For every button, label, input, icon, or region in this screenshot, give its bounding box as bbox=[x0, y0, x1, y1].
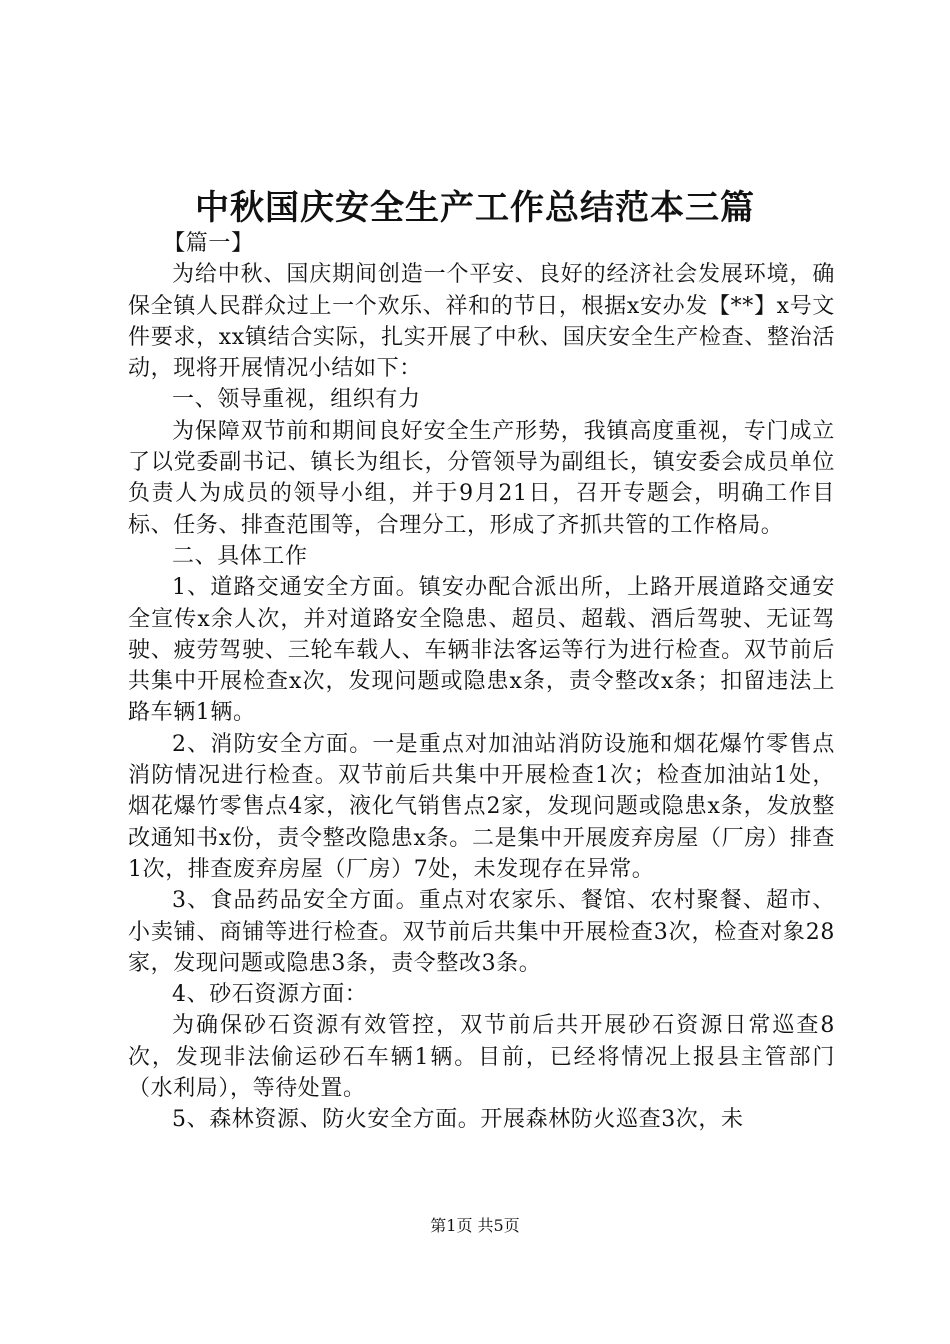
paragraph-leadership: 为保障双节前和期间良好安全生产形势，我镇高度重视，专门成立了以党委副书记、镇长为组长，分管领导为副组长，镇安委会成员单位负责人为成员的领导小组，并于9月21日，召开专题会，明确工作目标、任务、排查范围等，合理分工，形成了齐抓共管的工作格局。 bbox=[128, 418, 835, 538]
section-label: 【篇一】 bbox=[163, 231, 254, 256]
paragraph-sand-resources: 为确保砂石资源有效管控，双节前后共开展砂石资源日常巡查8次，发现非法偷运砂石车辆1辆。目前，已经将情况上报县主管部门（水利局），等待处置。 bbox=[128, 1013, 835, 1102]
page-number-footer: 第1页 共5页 bbox=[430, 1216, 520, 1235]
heading-sand-resources: 4、砂石资源方面： bbox=[172, 982, 368, 1008]
paragraph-fire-safety: 2、消防安全方面。一是重点对加油站消防设施和烟花爆竹零售点消防情况进行检查。双节前后共集中开展检查1次；检查加油站1处，烟花爆竹零售点4家，液化气销售点2家，发现问题或隐患x条，发放整改通知书x份，责令整改隐患x条。二是集中开展废弃房屋（厂房）排查1次，排查废弃房屋（厂房）7处，未发现存在异常。 bbox=[128, 731, 835, 882]
paragraph-intro: 为给中秋、国庆期间创造一个平安、良好的经济社会发展环境，确保全镇人民群众过上一个欢乐、祥和的节日，根据x安办发【**】x号文件要求，xx镇结合实际，扎实开展了中秋、国庆安全生产检查、整治活动，现将开展情况小结如下： bbox=[128, 262, 835, 382]
paragraph-forest-fire: 5、森林资源、防火安全方面。开展森林防火巡查3次，未 bbox=[172, 1107, 744, 1133]
document-title: 中秋国庆安全生产工作总结范本三篇 bbox=[195, 188, 755, 228]
paragraph-traffic-safety: 1、道路交通安全方面。镇安办配合派出所，上路开展道路交通安全宣传x余人次，并对道路安全隐患、超员、超载、酒后驾驶、无证驾驶、疲劳驾驶、三轮车载人、车辆非法客运等行为进行检查。双节前后共集中开展检查x次，发现问题或隐患x条，责令整改x条；扣留违法上路车辆1辆。 bbox=[128, 575, 835, 726]
heading-leadership: 一、领导重视，组织有力 bbox=[172, 387, 421, 413]
heading-specific-work: 二、具体工作 bbox=[172, 543, 308, 569]
document-body bbox=[128, 228, 835, 1136]
paragraph-food-drug-safety: 3、食品药品安全方面。重点对农家乐、餐馆、农村聚餐、超市、小卖铺、商铺等进行检查。双节前后共集中开展检查3次，检查对象28家，发现问题或隐患3条，责令整改3条。 bbox=[128, 888, 835, 976]
